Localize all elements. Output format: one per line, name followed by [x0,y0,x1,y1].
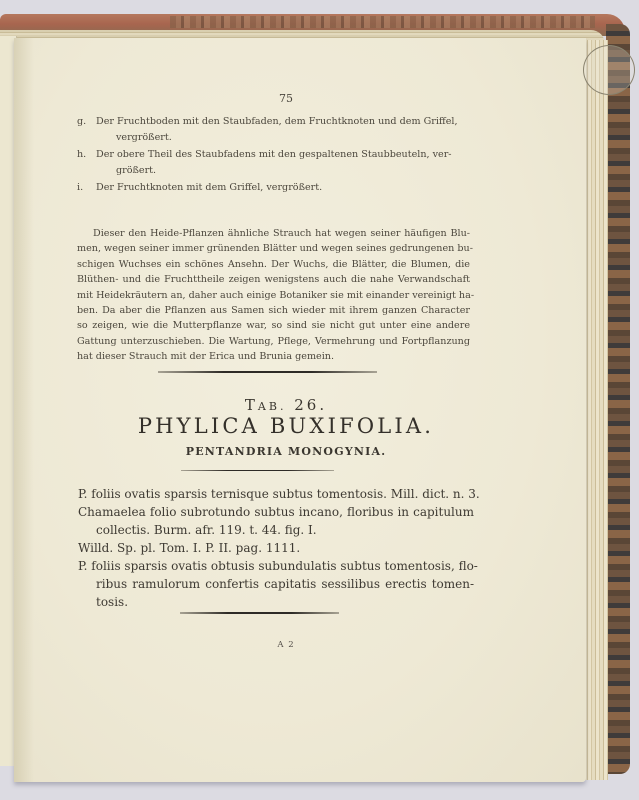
synonym-entry [78,557,478,611]
signature-mark: A 2 [277,640,295,650]
legend-key: h. [77,149,87,160]
synonym-entry [78,503,474,539]
description-line: men, wegen seiner immer grünenden Blätter und wegen seines gedrungenen bu- [77,243,473,255]
synonymy-list [78,485,480,611]
linnaean-classification: PENTANDRIA MONOGYNIA. [185,445,387,458]
legend-text-continued: vergrößert. [116,131,172,143]
page-stack-right [584,40,608,780]
legend-text: Der Fruchtknoten mit dem Griffel, vergrößert. [96,182,323,193]
closing-divider-rule [180,612,339,614]
tab-number: 26. [294,396,328,414]
synonym-line: collectis. Burm. afr. 119. t. 44. fig. I. [96,523,317,537]
legend-item-g [77,114,475,145]
description-line: mit Heidekräutern an, daher auch einige Botaniker sie mit einander vereinigt ha- [77,289,475,301]
legend-key: i. [77,182,84,193]
description-line: ben. Da aber die Pflanzen aus Samen sich wieder mit ihrem ganzen Character [77,305,470,317]
title-underline-rule [181,470,334,471]
legend-key: g. [77,116,87,127]
legend-item-i [77,180,475,196]
synonym-entry [78,485,480,503]
legend-text-continued: größert. [116,164,157,176]
synonym-line: P. foliis sparsis ovatis obtusis subundulatis subtus tomentosis, flo- [78,559,478,573]
description-line: so zeigen, wie die Mutterpflanze war, so sind sie nicht gut unter eine andere [77,320,470,332]
synonym-line: Chamaelea folio subrotundo subtus incano, floribus in capitulum [78,505,474,519]
synonym-line: P. foliis ovatis sparsis ternisque subtus tomentosis. Mill. dict. n. 3. [78,487,480,501]
synonym-line: tosis. [96,595,129,609]
description-line: Dieser den Heide-Pflanzen ähnliche Strauch hat wegen seiner häufigen Blu- [93,228,470,239]
plate-number [0,396,572,414]
species-title: PHYLICA BUXIFOLIA. [137,414,435,438]
legend-text: Der obere Theil des Staubfadens mit den gespaltenen Staubbeuteln, ver- [96,149,452,160]
synonym-line: ribus ramulorum confertis capitatis sessilibus erectis tomen- [96,577,474,591]
page-number: 75 [279,92,293,105]
book-cover-right-edge [606,24,630,774]
description-line: Gattung unterzuschieben. Die Wartung, Pflege, Vermehrung und Fortpflanzung [77,335,470,347]
description-line: schigen Wuchses ein schönes Ansehn. Der Wuchs, die Blätter, die Blumen, die [77,258,470,270]
legend-item-h [77,147,475,178]
gutter-shadow [14,38,34,782]
figure-legend [77,114,475,198]
tab-prefix-rest: AB. [257,400,287,413]
synonym-entry [78,539,474,557]
section-divider-rule [158,371,377,373]
description-paragraph [77,226,475,365]
tab-prefix-initial: T [244,396,258,414]
book-page [14,38,586,782]
synonym-line: Willd. Sp. pl. Tom. I. P. II. pag. 1111. [78,541,301,555]
description-line: hat dieser Strauch mit der Erica und Brunia gemein. [77,351,335,363]
description-line: Blüthen- und die Fruchttheile zeigen wenigstens auch die nahe Verwandschaft [77,274,470,286]
magnifier-lens-icon [583,45,635,95]
legend-text: Der Fruchtboden mit den Staubfaden, dem Fruchtknoten und dem Griffel, [96,116,458,127]
